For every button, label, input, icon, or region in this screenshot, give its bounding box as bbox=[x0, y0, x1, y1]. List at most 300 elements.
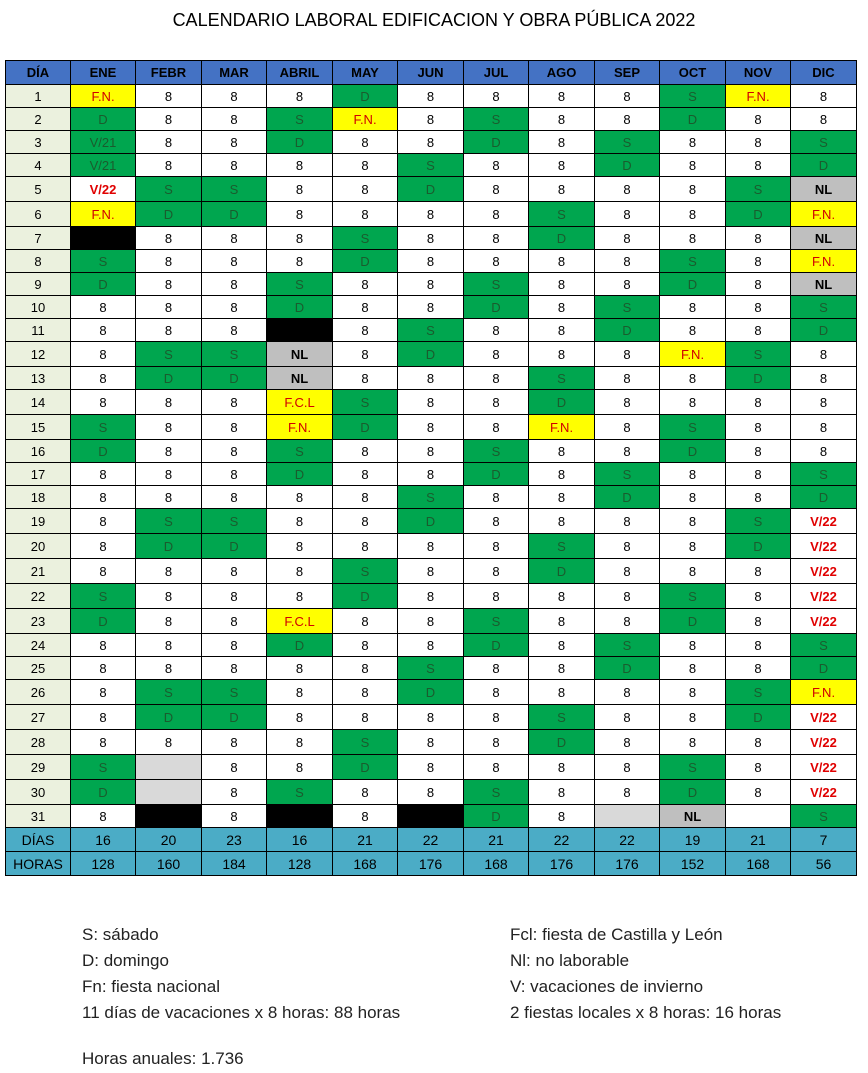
hours-cell: 8 bbox=[595, 108, 660, 131]
hours-cell: 8 bbox=[726, 755, 791, 780]
hours-cell: 8 bbox=[267, 680, 333, 705]
hours-cell: 8 bbox=[267, 202, 333, 227]
calendar-row bbox=[6, 657, 857, 680]
hours-cell: 8 bbox=[267, 250, 333, 273]
month-header: MAY bbox=[333, 61, 398, 85]
saturday-cell: S bbox=[464, 108, 529, 131]
hours-cell: 8 bbox=[398, 705, 464, 730]
hours-cell: 8 bbox=[726, 154, 791, 177]
holiday-cell: F.N. bbox=[267, 415, 333, 440]
hours-cell: 8 bbox=[398, 559, 464, 584]
month-header: AGO bbox=[529, 61, 595, 85]
hours-cell: 8 bbox=[398, 755, 464, 780]
sunday-cell: D bbox=[202, 534, 267, 559]
hours-cell: 8 bbox=[398, 584, 464, 609]
vacation-cell: V/22 bbox=[71, 177, 136, 202]
saturday-cell: S bbox=[464, 273, 529, 296]
hours-cell: 8 bbox=[398, 273, 464, 296]
calendar-row bbox=[6, 705, 857, 730]
sunday-cell: D bbox=[726, 705, 791, 730]
legend-item: Nl: no laborable bbox=[510, 951, 630, 970]
hours-cell: 8 bbox=[529, 108, 595, 131]
saturday-cell: S bbox=[791, 296, 857, 319]
hours-cell: 8 bbox=[529, 273, 595, 296]
blocked-cell bbox=[71, 227, 136, 250]
calendar-row bbox=[6, 805, 857, 828]
hours-cell: 8 bbox=[529, 440, 595, 463]
hours-cell: 8 bbox=[464, 534, 529, 559]
hours-cell: 8 bbox=[595, 559, 660, 584]
day-number: 14 bbox=[6, 390, 71, 415]
saturday-cell: S bbox=[660, 584, 726, 609]
hours-cell: 8 bbox=[398, 609, 464, 634]
hours-cell: 8 bbox=[267, 154, 333, 177]
holiday-cell: F.N. bbox=[791, 202, 857, 227]
calendar-body bbox=[6, 85, 857, 828]
horas-total: 176 bbox=[529, 852, 595, 876]
sunday-cell: D bbox=[595, 319, 660, 342]
sunday-cell: D bbox=[136, 367, 202, 390]
day-number: 12 bbox=[6, 342, 71, 367]
saturday-cell: S bbox=[71, 415, 136, 440]
hours-cell: 8 bbox=[136, 584, 202, 609]
hours-cell: 8 bbox=[529, 319, 595, 342]
hours-cell: 8 bbox=[595, 85, 660, 108]
hours-cell: 8 bbox=[398, 390, 464, 415]
sunday-cell: D bbox=[464, 296, 529, 319]
hours-cell: 8 bbox=[529, 680, 595, 705]
legend-item: 11 días de vacaciones x 8 horas: 88 horas bbox=[82, 1003, 401, 1022]
calendar-row bbox=[6, 730, 857, 755]
sunday-cell: D bbox=[398, 680, 464, 705]
saturday-cell: S bbox=[267, 108, 333, 131]
hours-cell: 8 bbox=[202, 227, 267, 250]
hours-cell: 8 bbox=[660, 177, 726, 202]
vacation-cell: V/22 bbox=[791, 509, 857, 534]
vacation-cell: V/22 bbox=[791, 584, 857, 609]
day-number: 28 bbox=[6, 730, 71, 755]
saturday-cell: S bbox=[529, 202, 595, 227]
hours-cell: 8 bbox=[595, 415, 660, 440]
saturday-cell: S bbox=[529, 367, 595, 390]
calendar-row bbox=[6, 584, 857, 609]
day-number: 13 bbox=[6, 367, 71, 390]
hours-cell: 8 bbox=[202, 273, 267, 296]
hours-cell: 8 bbox=[333, 534, 398, 559]
saturday-cell: S bbox=[464, 440, 529, 463]
hours-cell: 8 bbox=[398, 227, 464, 250]
month-header: NOV bbox=[726, 61, 791, 85]
nonworking-cell: NL bbox=[267, 367, 333, 390]
hours-cell: 8 bbox=[202, 250, 267, 273]
hours-cell: 8 bbox=[267, 657, 333, 680]
hours-cell: 8 bbox=[202, 440, 267, 463]
hours-cell: 8 bbox=[398, 780, 464, 805]
hours-cell: 8 bbox=[136, 440, 202, 463]
hours-cell: 8 bbox=[202, 584, 267, 609]
hours-cell: 8 bbox=[136, 415, 202, 440]
hours-cell: 8 bbox=[71, 705, 136, 730]
sunday-cell: D bbox=[726, 202, 791, 227]
hours-cell: 8 bbox=[464, 85, 529, 108]
hours-cell: 8 bbox=[136, 609, 202, 634]
hours-cell: 8 bbox=[202, 85, 267, 108]
hours-cell: 8 bbox=[136, 296, 202, 319]
hours-cell: 8 bbox=[791, 367, 857, 390]
hours-cell: 8 bbox=[791, 390, 857, 415]
day-number: 19 bbox=[6, 509, 71, 534]
hours-cell: 8 bbox=[464, 415, 529, 440]
hours-cell: 8 bbox=[595, 202, 660, 227]
saturday-cell: S bbox=[660, 755, 726, 780]
hours-cell: 8 bbox=[595, 227, 660, 250]
holiday-cell: F.N. bbox=[791, 680, 857, 705]
horas-total: 168 bbox=[333, 852, 398, 876]
saturday-cell: S bbox=[267, 780, 333, 805]
hours-cell: 8 bbox=[464, 755, 529, 780]
hours-cell: 8 bbox=[595, 534, 660, 559]
hours-cell: 8 bbox=[333, 463, 398, 486]
hours-cell: 8 bbox=[333, 440, 398, 463]
blocked-cell bbox=[398, 805, 464, 828]
hours-cell: 8 bbox=[71, 657, 136, 680]
calendar-row bbox=[6, 131, 857, 154]
day-number: 26 bbox=[6, 680, 71, 705]
header-row bbox=[6, 61, 857, 85]
sunday-cell: D bbox=[660, 780, 726, 805]
legend-item: D: domingo bbox=[82, 951, 169, 970]
hours-cell: 8 bbox=[136, 227, 202, 250]
hours-cell: 8 bbox=[595, 509, 660, 534]
hours-cell: 8 bbox=[398, 463, 464, 486]
day-number: 29 bbox=[6, 755, 71, 780]
vacation-cell: V/22 bbox=[791, 609, 857, 634]
hours-cell: 8 bbox=[791, 440, 857, 463]
hours-cell: 8 bbox=[595, 250, 660, 273]
nonworking-cell: NL bbox=[791, 177, 857, 202]
hours-cell: 8 bbox=[136, 486, 202, 509]
hours-cell: 8 bbox=[267, 755, 333, 780]
sunday-cell: D bbox=[71, 440, 136, 463]
saturday-cell: S bbox=[595, 463, 660, 486]
saturday-cell: S bbox=[71, 584, 136, 609]
hours-cell: 8 bbox=[71, 342, 136, 367]
hours-cell: 8 bbox=[595, 780, 660, 805]
hours-cell: 8 bbox=[529, 657, 595, 680]
hours-cell: 8 bbox=[333, 273, 398, 296]
sunday-cell: D bbox=[595, 486, 660, 509]
hours-cell: 8 bbox=[660, 296, 726, 319]
hours-cell: 8 bbox=[333, 342, 398, 367]
empty-cell bbox=[136, 755, 202, 780]
hours-cell: 8 bbox=[136, 559, 202, 584]
sunday-cell: D bbox=[529, 730, 595, 755]
day-number: 7 bbox=[6, 227, 71, 250]
vacation-cell: V/22 bbox=[791, 705, 857, 730]
sunday-cell: D bbox=[333, 584, 398, 609]
calendar-row bbox=[6, 486, 857, 509]
hours-cell: 8 bbox=[202, 131, 267, 154]
sunday-cell: D bbox=[726, 534, 791, 559]
sunday-cell: D bbox=[333, 85, 398, 108]
hours-cell: 8 bbox=[529, 154, 595, 177]
calendar-row bbox=[6, 634, 857, 657]
dias-total: 20 bbox=[136, 828, 202, 852]
empty-cell bbox=[595, 805, 660, 828]
day-number: 1 bbox=[6, 85, 71, 108]
hours-cell: 8 bbox=[398, 440, 464, 463]
hours-cell: 8 bbox=[726, 634, 791, 657]
hours-cell: 8 bbox=[529, 509, 595, 534]
dias-total: 23 bbox=[202, 828, 267, 852]
hours-cell: 8 bbox=[398, 415, 464, 440]
hours-cell: 8 bbox=[333, 634, 398, 657]
month-header: ENE bbox=[71, 61, 136, 85]
hours-cell: 8 bbox=[791, 85, 857, 108]
day-number: 5 bbox=[6, 177, 71, 202]
hours-cell: 8 bbox=[333, 657, 398, 680]
vacation-cell: V/21 bbox=[71, 131, 136, 154]
hours-cell: 8 bbox=[726, 559, 791, 584]
hours-cell: 8 bbox=[71, 367, 136, 390]
month-header: MAR bbox=[202, 61, 267, 85]
hours-cell: 8 bbox=[333, 780, 398, 805]
hours-cell: 8 bbox=[333, 486, 398, 509]
day-number: 3 bbox=[6, 131, 71, 154]
sunday-cell: D bbox=[791, 319, 857, 342]
hours-cell: 8 bbox=[464, 390, 529, 415]
hours-cell: 8 bbox=[464, 486, 529, 509]
calendar-row bbox=[6, 273, 857, 296]
sunday-cell: D bbox=[791, 486, 857, 509]
hours-cell: 8 bbox=[267, 177, 333, 202]
holiday-cell: F.N. bbox=[333, 108, 398, 131]
hours-cell: 8 bbox=[595, 680, 660, 705]
hours-cell: 8 bbox=[267, 584, 333, 609]
month-header: JUL bbox=[464, 61, 529, 85]
saturday-cell: S bbox=[333, 390, 398, 415]
holiday-cell: F.N. bbox=[791, 250, 857, 273]
day-number: 24 bbox=[6, 634, 71, 657]
hours-cell: 8 bbox=[202, 108, 267, 131]
hours-cell: 8 bbox=[202, 154, 267, 177]
saturday-cell: S bbox=[791, 463, 857, 486]
hours-cell: 8 bbox=[464, 584, 529, 609]
saturday-cell: S bbox=[136, 509, 202, 534]
blocked-cell bbox=[136, 805, 202, 828]
day-number: 9 bbox=[6, 273, 71, 296]
sunday-cell: D bbox=[398, 342, 464, 367]
hours-cell: 8 bbox=[660, 154, 726, 177]
hours-cell: 8 bbox=[136, 657, 202, 680]
hours-cell: 8 bbox=[202, 319, 267, 342]
hours-cell: 8 bbox=[726, 440, 791, 463]
hours-cell: 8 bbox=[464, 657, 529, 680]
sunday-cell: D bbox=[464, 463, 529, 486]
day-number: 11 bbox=[6, 319, 71, 342]
horas-total: 128 bbox=[71, 852, 136, 876]
hours-cell: 8 bbox=[202, 463, 267, 486]
legend-item: S: sábado bbox=[82, 925, 159, 944]
saturday-cell: S bbox=[71, 755, 136, 780]
horas-total: 168 bbox=[726, 852, 791, 876]
calendar-row bbox=[6, 296, 857, 319]
hours-cell: 8 bbox=[71, 634, 136, 657]
nonworking-cell: NL bbox=[791, 227, 857, 250]
hours-cell: 8 bbox=[791, 108, 857, 131]
month-header: ABRIL bbox=[267, 61, 333, 85]
hours-cell: 8 bbox=[726, 415, 791, 440]
calendar-row bbox=[6, 85, 857, 108]
legend-item: Fcl: fiesta de Castilla y León bbox=[510, 925, 723, 944]
day-number: 4 bbox=[6, 154, 71, 177]
day-number: 23 bbox=[6, 609, 71, 634]
sunday-cell: D bbox=[333, 415, 398, 440]
hours-cell: 8 bbox=[267, 85, 333, 108]
hours-cell: 8 bbox=[464, 202, 529, 227]
horas-label: HORAS bbox=[6, 852, 71, 876]
empty-cell bbox=[136, 780, 202, 805]
sunday-cell: D bbox=[464, 634, 529, 657]
day-number: 21 bbox=[6, 559, 71, 584]
month-header: OCT bbox=[660, 61, 726, 85]
sunday-cell: D bbox=[267, 634, 333, 657]
hours-cell: 8 bbox=[660, 680, 726, 705]
hours-cell: 8 bbox=[267, 559, 333, 584]
day-column-header: DÍA bbox=[6, 61, 71, 85]
hours-cell: 8 bbox=[791, 415, 857, 440]
hours-cell: 8 bbox=[202, 415, 267, 440]
saturday-cell: S bbox=[136, 342, 202, 367]
day-number: 2 bbox=[6, 108, 71, 131]
hours-cell: 8 bbox=[71, 390, 136, 415]
hours-cell: 8 bbox=[267, 227, 333, 250]
hours-cell: 8 bbox=[398, 131, 464, 154]
hours-cell: 8 bbox=[202, 390, 267, 415]
hours-cell: 8 bbox=[660, 202, 726, 227]
empty-cell bbox=[726, 805, 791, 828]
hours-cell: 8 bbox=[202, 780, 267, 805]
sunday-cell: D bbox=[333, 250, 398, 273]
hours-cell: 8 bbox=[660, 634, 726, 657]
saturday-cell: S bbox=[791, 131, 857, 154]
holiday-cell: F.N. bbox=[726, 85, 791, 108]
hours-cell: 8 bbox=[267, 486, 333, 509]
dias-total: 21 bbox=[726, 828, 791, 852]
hours-cell: 8 bbox=[333, 131, 398, 154]
hours-cell: 8 bbox=[529, 609, 595, 634]
saturday-cell: S bbox=[660, 415, 726, 440]
horas-total: 184 bbox=[202, 852, 267, 876]
sunday-cell: D bbox=[136, 705, 202, 730]
day-number: 25 bbox=[6, 657, 71, 680]
day-number: 22 bbox=[6, 584, 71, 609]
day-number: 8 bbox=[6, 250, 71, 273]
hours-cell: 8 bbox=[398, 250, 464, 273]
sunday-cell: D bbox=[660, 108, 726, 131]
calendar-table bbox=[5, 60, 857, 876]
hours-cell: 8 bbox=[398, 85, 464, 108]
saturday-cell: S bbox=[202, 177, 267, 202]
hours-cell: 8 bbox=[660, 657, 726, 680]
hours-cell: 8 bbox=[202, 805, 267, 828]
dias-total: 19 bbox=[660, 828, 726, 852]
saturday-cell: S bbox=[660, 250, 726, 273]
calendar-row bbox=[6, 177, 857, 202]
hours-cell: 8 bbox=[660, 463, 726, 486]
day-number: 31 bbox=[6, 805, 71, 828]
saturday-cell: S bbox=[398, 657, 464, 680]
hours-cell: 8 bbox=[71, 680, 136, 705]
sunday-cell: D bbox=[202, 705, 267, 730]
saturday-cell: S bbox=[595, 131, 660, 154]
calendar-row bbox=[6, 367, 857, 390]
horas-total: 176 bbox=[595, 852, 660, 876]
hours-cell: 8 bbox=[333, 319, 398, 342]
dias-totals-row bbox=[6, 828, 857, 852]
hours-cell: 8 bbox=[595, 730, 660, 755]
hours-cell: 8 bbox=[202, 609, 267, 634]
hours-cell: 8 bbox=[595, 584, 660, 609]
saturday-cell: S bbox=[464, 780, 529, 805]
vacation-cell: V/22 bbox=[791, 730, 857, 755]
hours-cell: 8 bbox=[333, 154, 398, 177]
saturday-cell: S bbox=[464, 609, 529, 634]
hours-cell: 8 bbox=[202, 486, 267, 509]
hours-cell: 8 bbox=[267, 509, 333, 534]
day-number: 15 bbox=[6, 415, 71, 440]
hours-cell: 8 bbox=[529, 805, 595, 828]
hours-cell: 8 bbox=[660, 534, 726, 559]
saturday-cell: S bbox=[726, 342, 791, 367]
calendar-row bbox=[6, 463, 857, 486]
hours-cell: 8 bbox=[71, 509, 136, 534]
horas-total: 152 bbox=[660, 852, 726, 876]
calendar-row bbox=[6, 250, 857, 273]
dias-total: 22 bbox=[529, 828, 595, 852]
saturday-cell: S bbox=[333, 730, 398, 755]
day-number: 30 bbox=[6, 780, 71, 805]
hours-cell: 8 bbox=[464, 509, 529, 534]
hours-cell: 8 bbox=[71, 463, 136, 486]
saturday-cell: S bbox=[726, 509, 791, 534]
hours-cell: 8 bbox=[398, 730, 464, 755]
sunday-cell: D bbox=[791, 657, 857, 680]
hours-cell: 8 bbox=[726, 730, 791, 755]
hours-cell: 8 bbox=[136, 273, 202, 296]
hours-cell: 8 bbox=[595, 609, 660, 634]
saturday-cell: S bbox=[595, 296, 660, 319]
saturday-cell: S bbox=[202, 342, 267, 367]
calendar-row bbox=[6, 440, 857, 463]
hours-cell: 8 bbox=[136, 108, 202, 131]
hours-cell: 8 bbox=[660, 730, 726, 755]
hours-cell: 8 bbox=[333, 805, 398, 828]
sunday-cell: D bbox=[71, 108, 136, 131]
hours-cell: 8 bbox=[136, 730, 202, 755]
hours-cell: 8 bbox=[726, 273, 791, 296]
hours-cell: 8 bbox=[726, 657, 791, 680]
saturday-cell: S bbox=[529, 705, 595, 730]
hours-cell: 8 bbox=[529, 780, 595, 805]
hours-cell: 8 bbox=[71, 559, 136, 584]
hours-cell: 8 bbox=[464, 177, 529, 202]
saturday-cell: S bbox=[267, 440, 333, 463]
hours-cell: 8 bbox=[595, 367, 660, 390]
hours-cell: 8 bbox=[595, 390, 660, 415]
horas-total: 56 bbox=[791, 852, 857, 876]
sunday-cell: D bbox=[660, 440, 726, 463]
